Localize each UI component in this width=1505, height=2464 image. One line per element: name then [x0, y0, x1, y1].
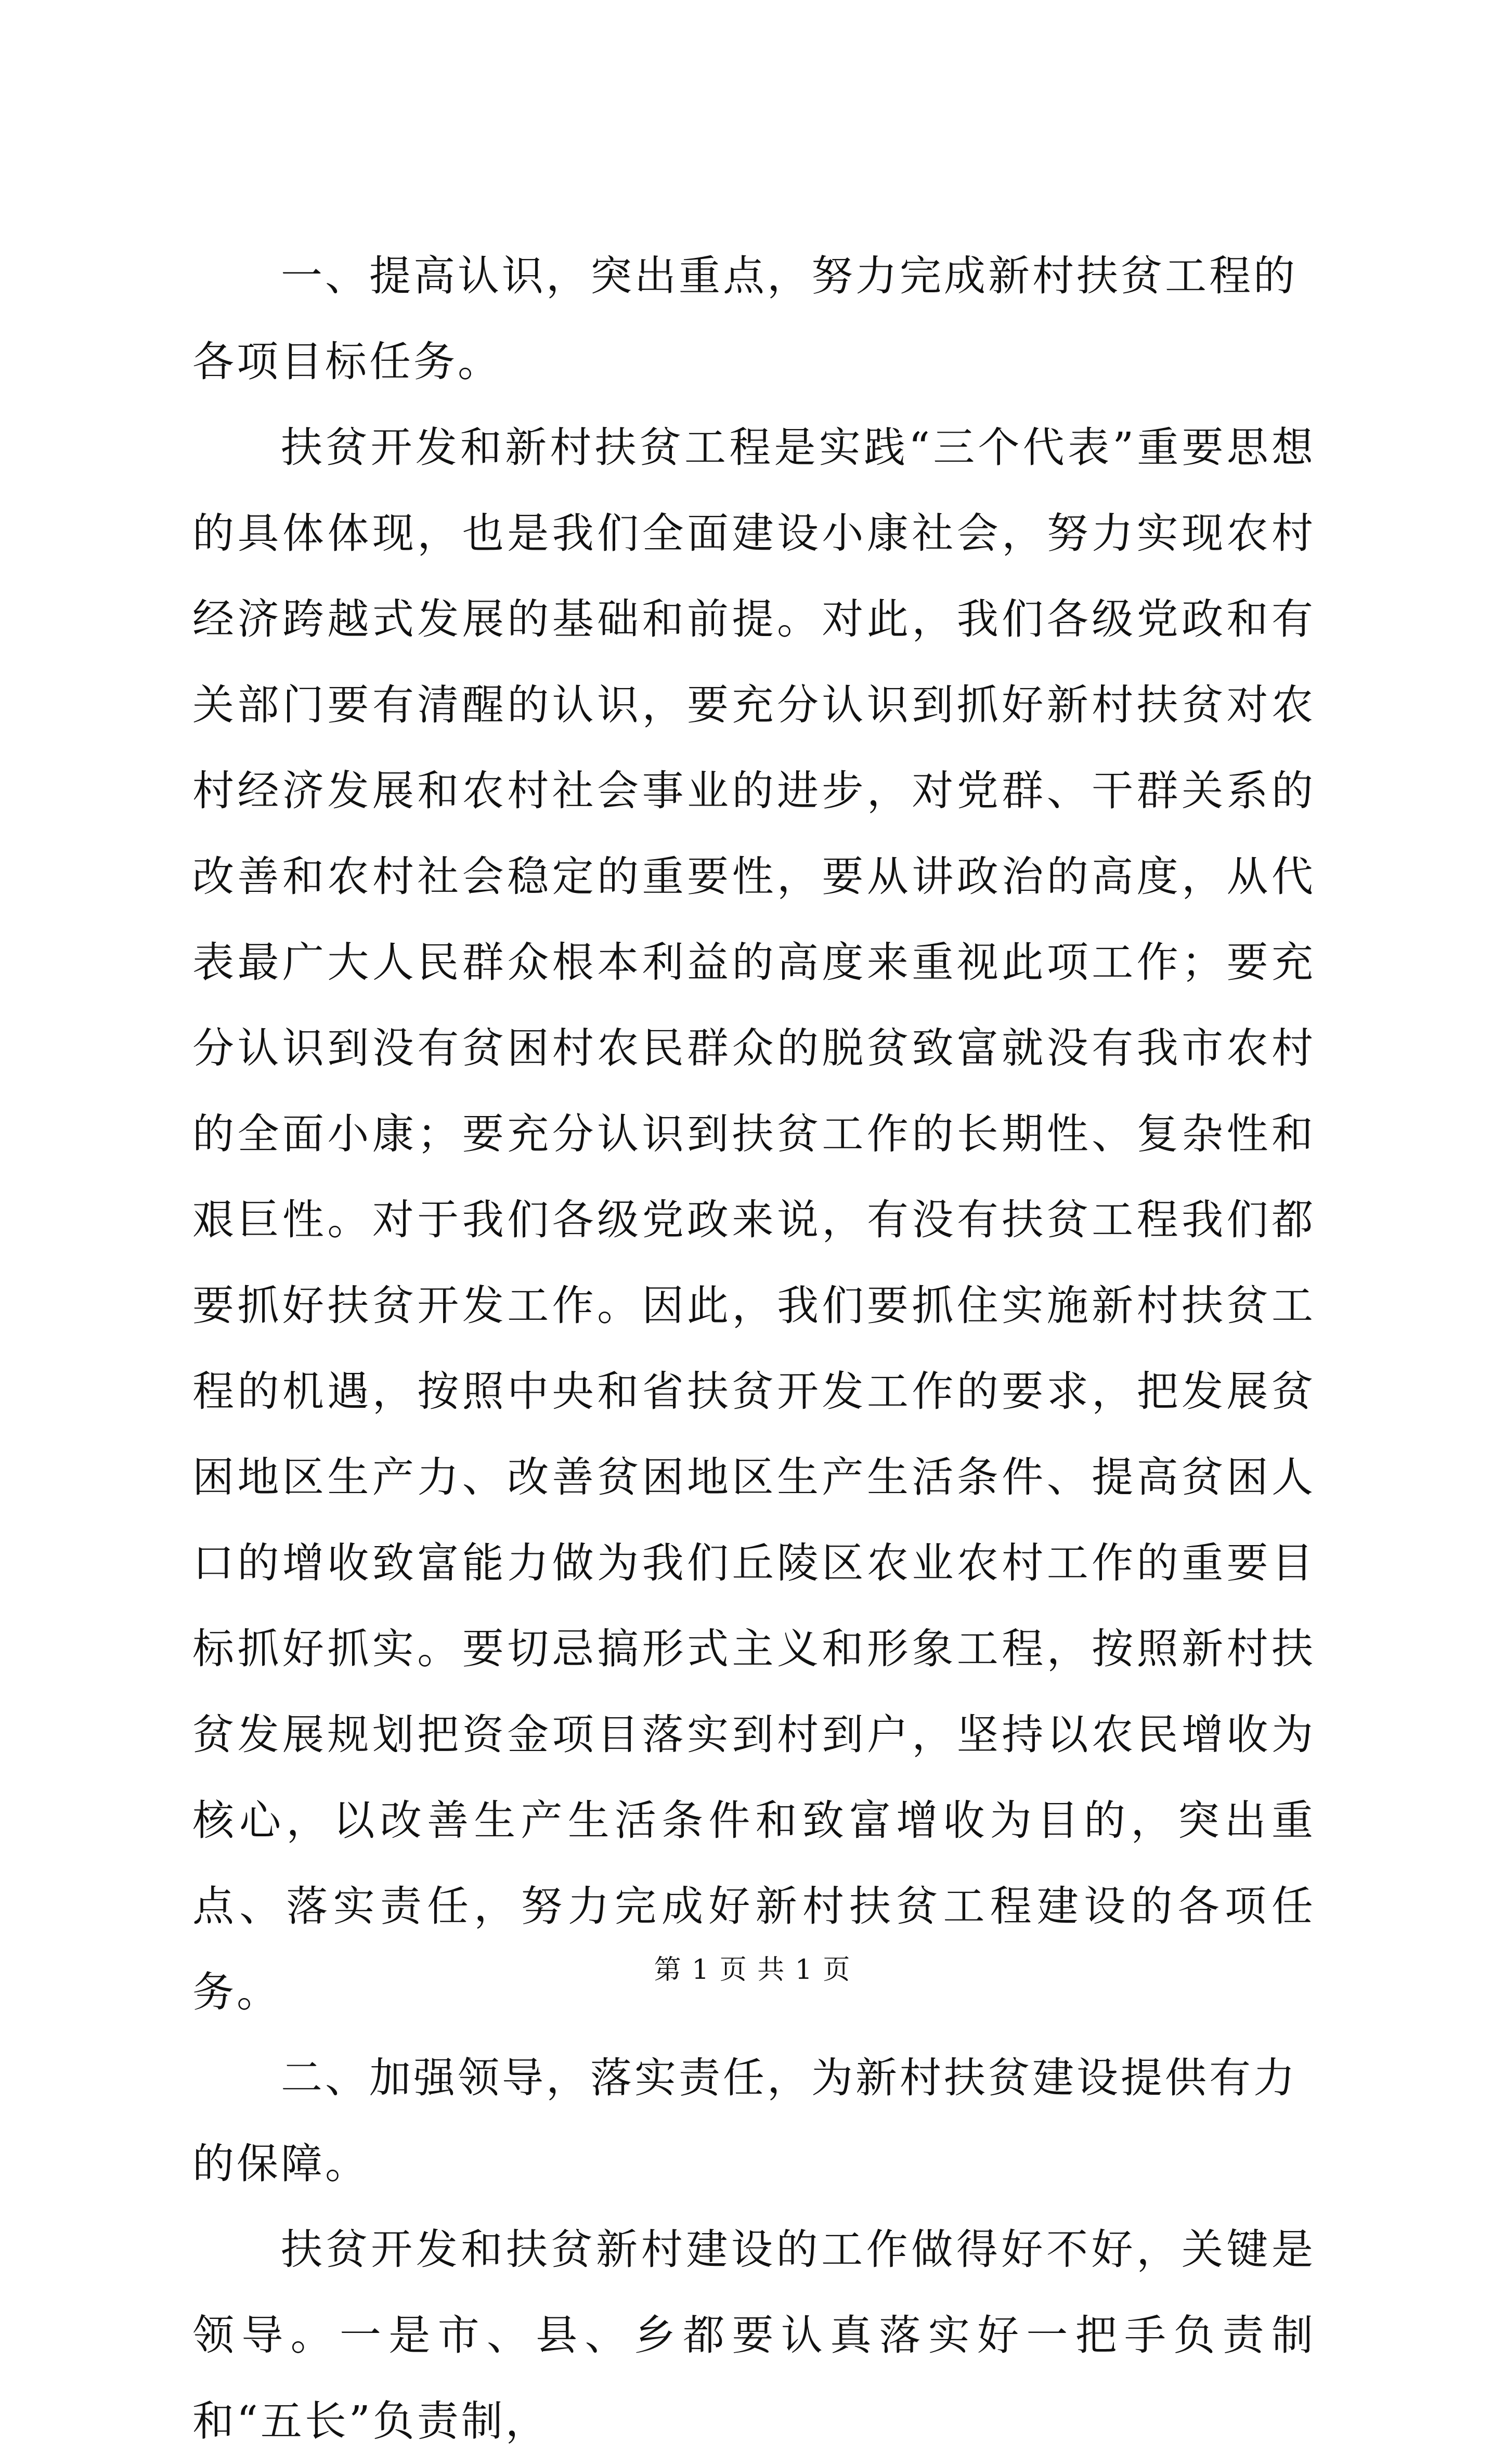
- body-paragraph-2: 扶贫开发和扶贫新村建设的工作做得好不好，关键是领导。一是市、县、乡都要认真落实好一把手负责制和“五长”负责制，: [192, 2225, 1316, 2445]
- page-number-footer: 第 1 页 共 1 页: [654, 1954, 851, 1986]
- document-body: [192, 233, 1316, 2464]
- section-heading-2: 二、加强领导，落实责任，为新村扶贫建设提供有力的保障。: [192, 2054, 1298, 2188]
- section-heading-1: 一、提高认识，突出重点，努力完成新村扶贫工程的各项目标任务。: [192, 252, 1298, 386]
- body-paragraph-1: 扶贫开发和新村扶贫工程是实践“三个代表”重要思想的具体体现，也是我们全面建设小康社会，努力实现农村经济跨越式发展的基础和前提。对此，我们各级党政和有关部门要有清醒的认识，要充分认识到抓好新村扶贫对农村经济发展和农村社会事业的进步，对党群、干群关系的改善和农村社会稳定的重要性，要从讲政治的高度，从代表最广大人民群众根本利益的高度来重视此项工作；要充分认识到没有贫困村农民群众的脱贫致富就没有我市农村的全面小康；要充分认识到扶贫工作的长期性、复杂性和艰巨性。对于我们各级党政来说，有没有扶贫工程我们都要抓好扶贫开发工作。因此，我们要抓住实施新村扶贫工程的机遇，按照中央和省扶贫开发工作的要求，把发展贫困地区生产力、改善贫困地区生产生活条件、提高贫困人口的增收致富能力做为我们丘陵区农业农村工作的重要目标抓好抓实。要切忌搞形式主义和形象工程，按照新村扶贫发展规划把资金项目落实到村到户，坚持以农民增收为核心，以改善生产生活条件和致富增收为目的，突出重点、落实责任，努力完成好新村扶贫工程建设的各项任务。: [192, 423, 1316, 2016]
